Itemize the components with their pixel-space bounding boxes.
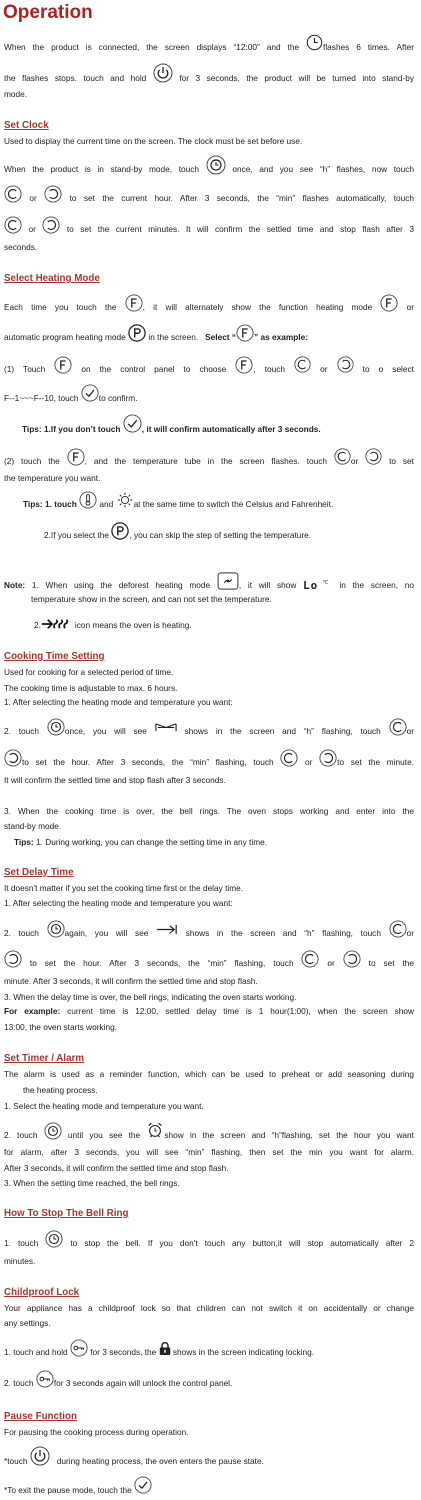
plus-icon — [365, 458, 382, 465]
heating-tip-1: Tips: 1.If you don’t touch , it will confirm automatically after 3 seconds. — [4, 424, 421, 435]
heating-line-3: (1) Touch on the control panel to choose , touch or to o select — [4, 364, 414, 375]
section-heading-cooking-time: Cooking Time Setting — [4, 651, 105, 662]
plus-icon — [44, 195, 62, 203]
power-icon — [153, 75, 173, 83]
lo-display: Lo — [303, 579, 319, 593]
minus-icon — [389, 728, 407, 736]
timer-icon — [47, 930, 65, 938]
cooking-line-8: stand-by mode. — [4, 821, 62, 831]
timer-icon — [206, 165, 226, 175]
key-icon — [36, 1380, 54, 1388]
section-heading-delay-time: Set Delay Time — [4, 867, 74, 878]
clock-line-4: or to set the current minutes. It will confirm the settled time and stop flash after 3 — [4, 224, 414, 235]
delay-line-3: 2. touch again, you will see shows in the screen and “h” flashing, touch or — [4, 928, 414, 939]
timer-line-2: the heating process. — [23, 1085, 98, 1095]
delay-line-6: 3. When the delay time is over, the bell rings, indicating the oven starts working. — [4, 992, 297, 1002]
minus-icon — [280, 759, 298, 767]
section-heading-heating-mode: Select Heating Mode — [4, 273, 100, 284]
delay-line-4: to set the hour. After 3 seconds, the “min” flashing, touch or to set the — [4, 958, 414, 969]
section-heading-timer-alarm: Set Timer / Alarm — [4, 1053, 85, 1064]
bell-line-1: 1. touch to stop the bell. If you don't touch any button,it will stop automatically after 2 — [4, 1238, 414, 1249]
delay-line-2: 1. After selecting the heating mode and temperature you want: — [4, 898, 233, 908]
timer-icon — [47, 728, 65, 736]
plus-icon — [343, 960, 361, 968]
heating-tip-2: Tips: 1. touch and at the same time to switch the Celsius and Fahrenheit. — [4, 499, 421, 510]
page-title: Operation — [3, 2, 93, 23]
cooking-line-2: The cooking time is adjustable to max. 6 hours. — [4, 683, 178, 693]
delay-line-1: It doesn't matter if you set the cooking time first or the delay time. — [4, 883, 244, 893]
confirm-icon — [134, 1488, 152, 1494]
timer-line-6: After 3 seconds, it will confirm the settled time and stop flash. — [4, 1163, 229, 1173]
light-icon — [116, 501, 134, 509]
cooking-line-7: 3. When the cooking time is over, the bell rings. The oven stops working and enter into the — [4, 806, 414, 816]
heating-note-2: temperature show in the screen, and can not set the temperature. — [31, 594, 272, 604]
clock-line-1: Used to display the current time on the screen. The clock must be set before use. — [4, 136, 303, 146]
delay-line-5: minute. After 3 seconds, it will confirm the settled time and stop flash. — [4, 976, 258, 986]
cooking-line-4: 2. touch once, you will see shows in the screen and “h” flashing, touch or — [4, 726, 414, 737]
function-icon — [380, 304, 398, 312]
confirm-icon — [123, 426, 142, 433]
function-icon — [236, 334, 254, 342]
child-line-1: Your appliance has a childproof lock so that children can not switch it on accidentally or change — [4, 1303, 414, 1313]
heating-note-1: Note: 1. When using the deforest heating mode , it will show Lo℃ in the screen, no — [4, 578, 414, 591]
cooking-line-5: to set the hour. After 3 seconds, the “min” flashing, touch or to set the minute. — [4, 757, 414, 768]
section-heading-set-clock: Set Clock — [4, 120, 49, 131]
clock-line-2: When the product is in stand-by mode, touch once, and you see “h” flashes, now touch — [4, 164, 414, 175]
lock-icon — [159, 1350, 171, 1356]
child-line-3: 1. touch and hold for 3 seconds, the shows in the screen indicating locking. — [4, 1347, 414, 1358]
clock-line-5: seconds. — [4, 242, 38, 252]
timer-line-1: The alarm is used as a reminder function, which can be used to preheat or add seasoning during — [4, 1069, 414, 1079]
plus-icon — [337, 366, 354, 373]
cooking-line-3: 1. After selecting the heating mode and temperature you want: — [4, 697, 233, 707]
timer-icon — [44, 1132, 62, 1140]
heating-line-5: (2) touch the , and the temperature tube in the screen flashes. touch or to set — [4, 456, 414, 467]
timer-line-5: for alarm, after 3 seconds, you will see “min” flashing, then set the min you want for alarm. — [4, 1147, 414, 1157]
delay-time-icon — [156, 932, 178, 935]
pause-line-3: *To exit the pause mode, touch the — [4, 1485, 414, 1496]
cooking-time-icon — [155, 730, 177, 733]
program-icon — [128, 334, 146, 342]
timer-line-7: 3. When the setting time reached, the bell rings. — [4, 1178, 180, 1188]
plus-icon — [319, 759, 337, 767]
function-icon — [67, 458, 85, 466]
defrost-icon — [217, 582, 239, 590]
timer-line-3: 1. Select the heating mode and temperature you want. — [4, 1101, 204, 1111]
bell-line-2: minutes. — [4, 1256, 36, 1266]
plus-icon — [42, 226, 60, 234]
heating-icon — [41, 622, 75, 630]
power-icon — [30, 1458, 50, 1466]
cooking-line-1: Used for cooking for a selected period of time. — [4, 667, 174, 677]
pause-line-1: For pausing the cooking process during operation. — [4, 1427, 189, 1437]
timer-icon — [45, 1240, 63, 1248]
minus-icon — [294, 366, 311, 373]
heating-line-4: F--1~~~F--10, touch to confirm. — [4, 393, 414, 404]
minus-icon — [334, 458, 351, 465]
function-icon — [54, 366, 72, 374]
child-line-2: any settings. — [4, 1318, 51, 1328]
section-heading-stop-bell: How To Stop The Bell Ring — [4, 1208, 129, 1219]
cooking-tip: Tips: 1. During working, you can change the setting time in any time. — [14, 837, 268, 847]
section-heading-pause: Pause Function — [4, 1411, 77, 1422]
section-heading-childproof-lock: Childproof Lock — [4, 1287, 80, 1298]
intro-line-3: mode. — [4, 89, 28, 99]
child-line-4: 2. touch for 3 seconds again will unlock the control panel. — [4, 1378, 414, 1389]
confirm-icon — [81, 396, 99, 402]
heating-line-6: the temperature you want. — [4, 473, 101, 483]
heating-tip-3: 2.If you select the , you can skip the step of setting the temperature. — [4, 530, 421, 541]
pause-line-2: *touch during heating process, the oven enters the pause state. — [4, 1456, 414, 1467]
timer-line-4: 2. touch until you see the show in the screen and “h”flashing, set the hour you want — [4, 1130, 414, 1141]
heating-note-3: 2. icon means the oven is heating. — [34, 620, 192, 630]
key-icon — [70, 1349, 88, 1357]
function-icon — [235, 366, 253, 374]
intro-line-2: the flashes stops. touch and hold for 3 seconds, the product will be turned into stand-by — [4, 73, 414, 84]
clock-line-3: or to set the current hour. After 3 seconds, the “min” flashes automatically, touch — [4, 193, 414, 204]
minus-icon — [389, 930, 407, 938]
minus-icon — [4, 195, 22, 203]
cooking-line-6: It will confirm the settled time and stop flash after 3 seconds. — [4, 775, 226, 785]
plus-icon — [4, 960, 22, 968]
heating-line-1: Each time you touch the , it will alternately show the function heating mode or — [4, 302, 414, 313]
heating-line-2: automatic program heating mode in the screen. Select “ ” as example: — [4, 332, 414, 343]
minus-icon — [4, 226, 22, 234]
delay-line-8: 13:00, the oven starts working. — [4, 1022, 117, 1032]
function-icon — [125, 304, 143, 312]
clock-icon — [306, 44, 323, 51]
plus-icon — [4, 759, 22, 767]
alarm-bell-icon — [146, 1133, 164, 1139]
delay-line-7: For example: current time is 12:00, settled delay time is 1 hour(1:00), when the screen show — [4, 1006, 414, 1016]
intro-line-1: When the product is connected, the screen displays “12:00” and the flashes 6 times. After — [4, 42, 414, 53]
thermometer-icon — [79, 501, 97, 509]
program-icon — [111, 532, 129, 540]
minus-icon — [301, 960, 319, 968]
